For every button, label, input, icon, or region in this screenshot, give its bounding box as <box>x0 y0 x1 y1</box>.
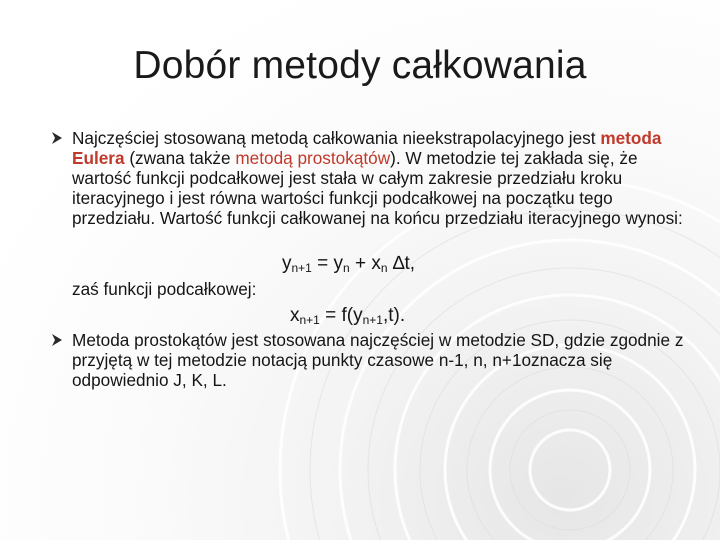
formula2-tail: ,t). <box>382 305 406 326</box>
formula2-eq: = f(y <box>319 305 363 326</box>
euler-method-term: metoda Eulera <box>72 128 662 168</box>
integrand-label: zaś funkcji podcałkowej: <box>72 279 257 299</box>
formula1-x-subscript: n <box>380 261 388 275</box>
arrowhead-bullet-icon <box>50 333 64 347</box>
formula1-lhs: y <box>282 253 292 274</box>
formula1-plus: + x <box>349 253 381 274</box>
bullet-euler-text <box>72 128 684 228</box>
formula-integrand <box>290 305 405 327</box>
bullet-euler-middle: (zwana także <box>124 148 236 168</box>
formula1-eq: = y <box>311 253 344 274</box>
formula2-lhs: x <box>290 305 300 326</box>
formula-integral-update <box>282 253 415 275</box>
formula2-lhs-subscript: n+1 <box>299 313 320 327</box>
arrowhead-bullet-icon <box>50 131 64 145</box>
rectangle-method-term: metodą prostokątów <box>235 148 391 168</box>
bullet-sd-text: Metoda prostokątów jest stosowana najczęściej w metodzie SD, gdzie zgodnie z przyjętą w tej metodzie notacją punkty czasowe n-1, n, n+1oznacza się odpowiednio J, K, L. <box>72 330 684 390</box>
formula1-tail: ∆t, <box>387 253 416 274</box>
slide-title: Dobór metody całkowania <box>133 44 587 87</box>
formula1-lhs-subscript: n+1 <box>291 261 312 275</box>
formula1-y-subscript: n <box>343 261 350 275</box>
formula2-y-subscript: n+1 <box>362 313 383 327</box>
bullet-euler-intro: Najczęściej stosowaną metodą całkowania nieekstrapolacyjnego jest <box>72 128 601 148</box>
bullet-euler-rest: ). W metodzie tej zakłada się, że wartość funkcji podcałkowej jest stała w całym zakresie przedziału kroku iteracyjnego i jest równa wartości funkcji podcałkowej na początku tego przedziału. Wartość funkcji całkowanej na końcu przedziału iteracyjnego wynosi: <box>72 148 683 228</box>
